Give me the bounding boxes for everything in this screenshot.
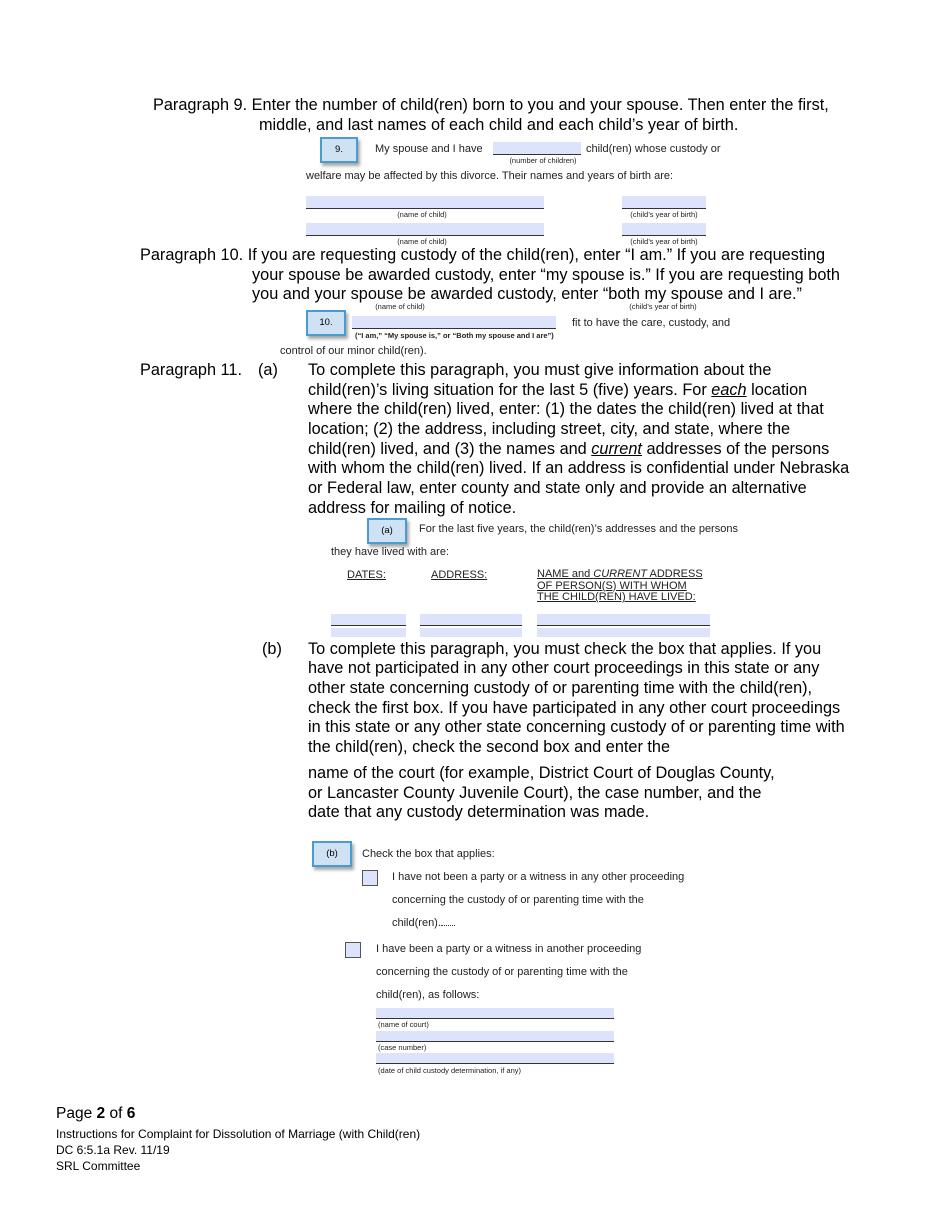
page-number: Page 2 of 6	[56, 1105, 136, 1122]
court-name-field[interactable]	[376, 1008, 614, 1019]
number-of-children-field[interactable]	[493, 142, 581, 155]
p11-a-line4: location; (2) the address, including street, city, and state, where the	[308, 420, 791, 438]
p11-label: Paragraph 11.	[140, 361, 242, 379]
p11-b-line9: date that any custody determination was made.	[308, 803, 650, 821]
col-header-name: NAME and CURRENT ADDRESS OF PERSON(S) WITH WHOM THE CHILD(REN) HAVE LIVED:	[537, 568, 703, 603]
p11-b-line6: the child(ren), check the second box and enter the	[308, 738, 671, 756]
p9-instruction-line1: Paragraph 9. Enter the number of child(ren) born to you and your spouse. Then enter the first,	[153, 96, 829, 114]
p9-form-text-a: My spouse and I have	[375, 143, 483, 155]
p9-instruction-line2: middle, and last names of each child and each child’s year of birth.	[259, 116, 739, 134]
option2-line1: I have been a party or a witness in another proceeding	[376, 943, 642, 955]
footer-committee: SRL Committee	[56, 1159, 141, 1173]
p10-form-text-a: fit to have the care, custody, and	[572, 317, 731, 329]
residence-address-field-1[interactable]	[420, 614, 522, 626]
p11-a-line6: with whom the child(ren) lived. If an address is confidential under Nebraska	[308, 459, 850, 477]
p10-instruction-line3: you and your spouse be awarded custody, enter “both my spouse and I are.”	[252, 285, 802, 303]
p11-a-line8: address for mailing of notice.	[308, 499, 517, 517]
p10-tag: 10.	[306, 310, 346, 336]
caption-court: (name of court)	[378, 1020, 429, 1029]
p9-tag: 9.	[320, 137, 358, 163]
option1-line2: concerning the custody of or parenting time with the	[392, 894, 644, 906]
p10-instruction-line2: your spouse be awarded custody, enter “my spouse is.” If you are requesting both	[252, 266, 840, 284]
p11-b-line2: have not participated in any other court proceedings in this state or any	[308, 659, 820, 677]
option2-line3: child(ren), as follows:	[376, 989, 480, 1001]
caption-case: (case number)	[378, 1043, 427, 1052]
p11-b-line8: or Lancaster County Juvenile Court), the case number, and the	[308, 784, 762, 802]
p11-b-line3: other state concerning custody of or parenting time with the child(ren),	[308, 679, 813, 697]
p11-b-line5: in this state or any other state concerning custody of or parenting time with	[308, 718, 845, 736]
p9-caption-child-1: (name of child)	[397, 210, 447, 219]
no-other-proceeding-checkbox[interactable]	[362, 870, 378, 886]
col-header-dates: DATES:	[347, 569, 386, 581]
p11-a-marker: (a)	[258, 361, 278, 379]
p9-caption-year-1: (child’s year of birth)	[630, 210, 698, 219]
p10-caption-year: (child’s year of birth)	[629, 302, 697, 311]
p11-b-tag: (b)	[312, 841, 352, 867]
p11-b-check-intro: Check the box that applies:	[362, 848, 495, 860]
option1-line3: child(ren).	[392, 917, 455, 929]
child-name-field-1[interactable]	[306, 196, 544, 209]
child-name-field-2[interactable]	[306, 223, 544, 236]
p11-b-marker: (b)	[262, 640, 282, 658]
p9-form-line2: welfare may be affected by this divorce. Their names and years of birth are:	[306, 170, 674, 182]
p9-caption-year-2: (child’s year of birth)	[630, 237, 698, 246]
p11-a-line2: child(ren)’s living situation for the last 5 (five) years. For each location	[308, 381, 808, 399]
residence-person-field-2[interactable]	[537, 628, 710, 637]
p11-a-form-line2: they have lived with are:	[331, 546, 450, 558]
footer-form-code: DC 6:5.1a Rev. 11/19	[56, 1143, 170, 1157]
case-number-field[interactable]	[376, 1031, 614, 1042]
other-proceeding-checkbox[interactable]	[345, 942, 361, 958]
p9-caption-child-2: (name of child)	[397, 237, 447, 246]
p11-a-line3: where the child(ren) lived, enter: (1) the dates the child(ren) lived at that	[308, 400, 824, 418]
child-year-field-2[interactable]	[622, 223, 706, 236]
p11-a-line7: or Federal law, enter county and state only and provide an alternative	[308, 479, 807, 497]
p10-instruction-line1: Paragraph 10. If you are requesting custody of the child(ren), enter “I am.” If you are requesting	[140, 246, 826, 264]
residence-person-field-1[interactable]	[537, 614, 710, 626]
p10-form-line2: control of our minor child(ren).	[280, 345, 427, 357]
residence-address-field-2[interactable]	[420, 628, 522, 637]
option2-line2: concerning the custody of or parenting time with the	[376, 966, 628, 978]
p10-caption-child: (name of child)	[375, 302, 425, 311]
p9-form-text-b: child(ren) whose custody or	[586, 143, 721, 155]
col-header-address: ADDRESS:	[431, 569, 488, 581]
footer-form-title: Instructions for Complaint for Dissolution of Marriage (with Child(ren)	[56, 1127, 421, 1141]
residence-dates-field-1[interactable]	[331, 614, 406, 626]
custody-party-field[interactable]	[352, 316, 556, 329]
child-year-field-1[interactable]	[622, 196, 706, 209]
p9-caption-number: (number of children)	[509, 156, 577, 165]
p11-a-line1: To complete this paragraph, you must give information about the	[308, 361, 772, 379]
option1-line1: I have not been a party or a witness in any other proceeding	[392, 871, 685, 883]
p10-caption-options: (“I am,” “My spouse is,” or “Both my spouse and I are”)	[355, 331, 554, 340]
p11-a-form-line1: For the last five years, the child(ren)’s addresses and the persons	[419, 523, 738, 535]
residence-dates-field-2[interactable]	[331, 628, 406, 637]
caption-date: (date of child custody determination, if any)	[378, 1066, 521, 1075]
p11-a-line5: child(ren) lived, and (3) the names and current addresses of the persons	[308, 440, 830, 458]
p11-b-line4: check the first box. If you have participated in any other court proceedings	[308, 699, 841, 717]
p11-a-tag: (a)	[367, 518, 407, 544]
p11-b-line1: To complete this paragraph, you must check the box that applies. If you	[308, 640, 822, 658]
p11-b-line7: name of the court (for example, District Court of Douglas County,	[308, 764, 775, 782]
determination-date-field[interactable]	[376, 1053, 614, 1064]
